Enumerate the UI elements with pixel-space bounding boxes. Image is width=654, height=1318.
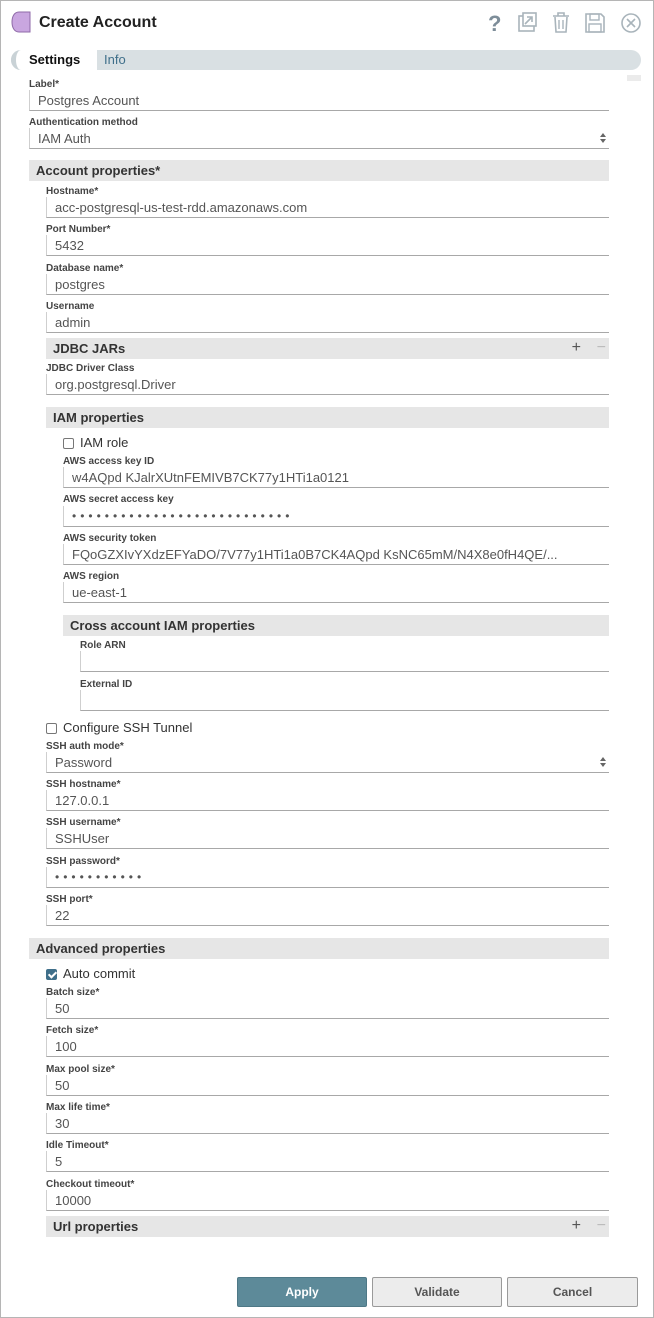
tab-settings[interactable]: Settings (11, 50, 97, 70)
snap-pack-icon (11, 11, 31, 33)
max-life-time-input[interactable]: 30 (46, 1113, 609, 1134)
jdbc-driver-class-input[interactable]: org.postgresql.Driver (46, 374, 609, 395)
username-input[interactable]: admin (46, 312, 609, 333)
label-input[interactable]: Postgres Account (29, 90, 609, 111)
idle-timeout-label: Idle Timeout* (46, 1140, 109, 1151)
jdbc-jars-header (46, 338, 609, 359)
url-properties-header (46, 1216, 609, 1237)
select-arrows-icon (599, 131, 607, 145)
role-arn-label: Role ARN (80, 640, 126, 651)
cross-account-iam-header: Cross account IAM properties (63, 615, 609, 636)
svg-text:?: ? (488, 11, 502, 35)
role-arn-input[interactable] (80, 651, 609, 672)
iam-role-label: IAM role (80, 435, 129, 450)
save-icon[interactable] (584, 11, 606, 35)
auto-commit-checkbox[interactable] (46, 969, 57, 980)
account-properties-header: Account properties* (29, 160, 609, 181)
advanced-properties-header: Advanced properties (29, 938, 609, 959)
close-icon[interactable] (620, 11, 642, 35)
remove-jar-button[interactable]: − (596, 339, 606, 356)
cancel-button[interactable]: Cancel (507, 1277, 638, 1307)
hostname-input[interactable]: acc-postgresql-us-test-rdd.amazonaws.com (46, 197, 609, 218)
ssh-auth-mode-label: SSH auth mode* (46, 741, 124, 752)
configure-ssh-checkbox[interactable] (46, 723, 57, 734)
ssh-password-label: SSH password* (46, 856, 120, 867)
auth-method-label: Authentication method (29, 117, 138, 128)
iam-properties-header: IAM properties (46, 407, 609, 428)
validate-button[interactable]: Validate (372, 1277, 502, 1307)
batch-size-label: Batch size* (46, 987, 100, 998)
auto-commit-label: Auto commit (63, 966, 136, 981)
auth-method-value: IAM Auth (38, 131, 91, 146)
max-pool-size-label: Max pool size* (46, 1064, 115, 1075)
url-properties-title: Url properties (53, 1219, 139, 1234)
help-icon[interactable] (484, 11, 506, 35)
port-input[interactable]: 5432 (46, 235, 609, 256)
max-pool-size-input[interactable]: 50 (46, 1075, 609, 1096)
ssh-password-input[interactable]: ••••••••••• (46, 867, 609, 888)
label-field-label: Label* (29, 79, 60, 90)
ssh-username-input[interactable]: SSHUser (46, 828, 609, 849)
aws-access-key-input[interactable]: w4AQpd KJalrXUtnFEMIVB7CK77y1HTi1a0121 (63, 467, 609, 488)
dialog-title: Create Account (39, 14, 157, 31)
configure-ssh-label: Configure SSH Tunnel (63, 720, 193, 735)
aws-secret-key-input[interactable]: ••••••••••••••••••••••••••• (63, 506, 609, 527)
database-name-input[interactable]: postgres (46, 274, 609, 295)
ssh-auth-mode-select[interactable] (46, 752, 609, 773)
ssh-hostname-input[interactable]: 127.0.0.1 (46, 790, 609, 811)
aws-region-label: AWS region (63, 571, 120, 582)
remove-url-property-button[interactable]: − (596, 1217, 606, 1234)
ssh-port-label: SSH port* (46, 894, 93, 905)
tab-info[interactable]: Info (104, 52, 126, 67)
max-life-time-label: Max life time* (46, 1102, 110, 1113)
jdbc-driver-class-label: JDBC Driver Class (46, 363, 135, 374)
add-url-property-button[interactable]: + (571, 1217, 581, 1234)
aws-access-key-label: AWS access key ID (63, 456, 155, 467)
apply-button[interactable]: Apply (237, 1277, 367, 1307)
fetch-size-label: Fetch size* (46, 1025, 99, 1036)
select-arrows-icon (599, 755, 607, 769)
database-name-label: Database name* (46, 263, 124, 274)
scrollbar-thumb[interactable] (627, 75, 641, 81)
fetch-size-input[interactable]: 100 (46, 1036, 609, 1057)
ssh-port-input[interactable]: 22 (46, 905, 609, 926)
aws-security-token-label: AWS security token (63, 533, 157, 544)
ssh-hostname-label: SSH hostname* (46, 779, 121, 790)
aws-region-input[interactable]: ue-east-1 (63, 582, 609, 603)
username-label: Username (46, 301, 95, 312)
external-id-label: External ID (80, 679, 133, 690)
hostname-label: Hostname* (46, 186, 99, 197)
export-icon[interactable] (516, 11, 538, 35)
ssh-username-label: SSH username* (46, 817, 121, 828)
jdbc-jars-title: JDBC JARs (53, 341, 126, 356)
checkout-timeout-input[interactable]: 10000 (46, 1190, 609, 1211)
aws-secret-key-label: AWS secret access key (63, 494, 174, 505)
batch-size-input[interactable]: 50 (46, 998, 609, 1019)
idle-timeout-input[interactable]: 5 (46, 1151, 609, 1172)
external-id-input[interactable] (80, 690, 609, 711)
ssh-auth-mode-value: Password (55, 755, 113, 770)
checkout-timeout-label: Checkout timeout* (46, 1179, 135, 1190)
iam-role-checkbox[interactable] (63, 438, 74, 449)
add-jar-button[interactable]: + (571, 339, 581, 356)
auth-method-select[interactable] (29, 128, 609, 149)
aws-security-token-input[interactable]: FQoGZXIvYXdzEFYaDO/7V77y1HTi1a0B7CK4AQpd KsNC65mM/N4X8e0fH4QE/... (63, 544, 609, 565)
port-label: Port Number* (46, 224, 111, 235)
delete-icon[interactable] (550, 11, 572, 35)
